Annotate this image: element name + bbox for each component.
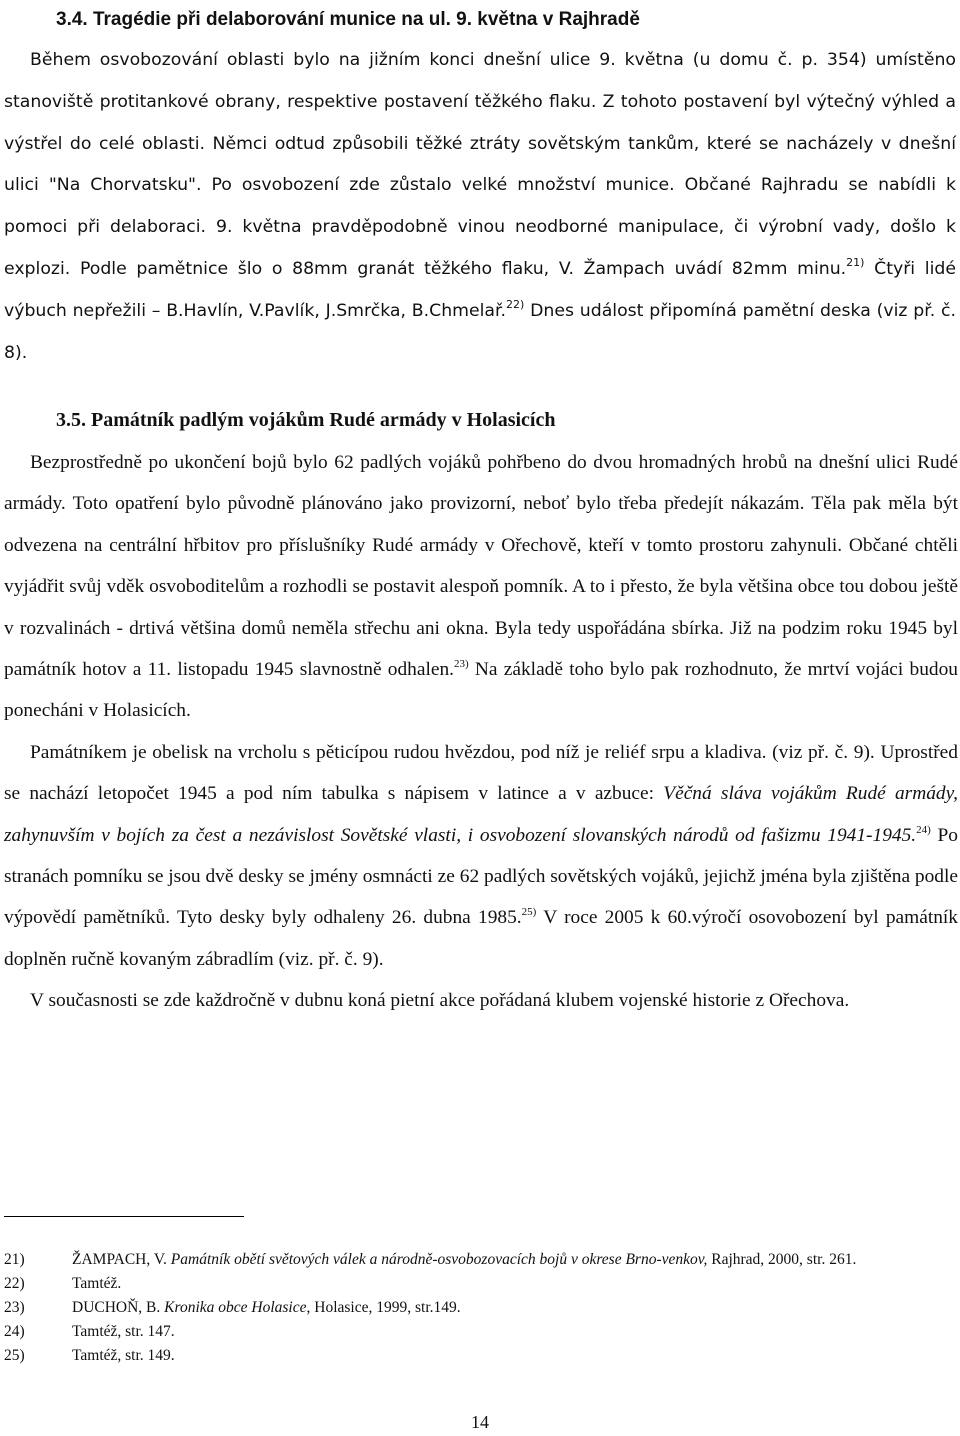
section-heading: 3.4. Tragédie při delaborování munice na ul. 9. května v Rajhradě	[56, 9, 640, 30]
section-heading	[56, 398, 958, 442]
section-heading-text: 3.5. Památník padlým vojákům Rudé armády v Holasicích	[56, 409, 556, 431]
footnote-ref: 22)	[506, 297, 525, 311]
footnote-separator	[4, 1216, 244, 1217]
paragraph-text: Na základě toho bylo pak rozhodnuto, že mrtví vojáci budou ponecháni v Holasicích.	[4, 659, 958, 722]
footnote-text	[72, 1248, 944, 1272]
footnote-title: Památník obětí světových válek a národně-osvobozovacích bojů v okrese Brno-venkov,	[170, 1251, 708, 1268]
footnote	[4, 1320, 944, 1344]
section-paragraph	[4, 40, 956, 374]
paragraph-text: Dnes událost připomíná pamětní deska (viz př. č. 8).	[4, 300, 957, 363]
footnote-number: 23)	[4, 1299, 25, 1316]
footnote-ref: 25)	[521, 906, 537, 919]
footnote-ref: 23)	[454, 658, 469, 671]
footnotes	[4, 1248, 944, 1368]
footnote	[4, 1272, 944, 1296]
section-3-4	[4, 0, 956, 374]
inscription-text: Věčná sláva vojákům Rudé armády, zahynuvším v bojích za čest a nezávislost Sovětské vlasti, i osvobození slovanských národů od fašizmu 1941-1945.	[4, 783, 958, 846]
paragraph-text: Památníkem je obelisk na vrcholu s pěticípou rudou hvězdou, pod níž je reliéf srpu a kladiva. (viz př. č. 9). Uprostřed se nachází letopočet 1945 a pod ním tabulka s nápisem v latince a v azbuce:	[4, 741, 958, 805]
footnote	[4, 1296, 944, 1320]
footnote-details: , Holasice, 1999, str.149.	[306, 1299, 461, 1316]
footnote-author: ŽAMPACH, V.	[72, 1251, 171, 1268]
section-paragraph	[4, 732, 958, 980]
section-3-5	[4, 398, 958, 1022]
page-number: 14	[471, 1412, 489, 1432]
paragraph-text: Čtyři lidé výbuch nepřežili – B.Havlín, V.Pavlík, J.Smrčka, B.Chmelař.	[4, 258, 956, 321]
footnote-title: Kronika obce Holasice	[164, 1299, 307, 1316]
section-paragraph	[4, 980, 958, 1021]
footnote-ref: 24)	[916, 823, 931, 836]
footnote-text	[72, 1296, 944, 1320]
paragraph-text: V současnosti se zde každročně v dubnu koná pietní akce pořádaná klubem vojenské historie z Ořechova.	[30, 990, 850, 1012]
section-paragraph	[4, 442, 958, 732]
footnote-number: 21)	[4, 1251, 25, 1268]
paragraph-text: V roce 2005 k 60.výročí osovobození byl památník doplněn ručně kovaným zábradlím (viz. př. č. 9).	[4, 907, 958, 970]
footnote-number: 24)	[4, 1323, 25, 1340]
footnote-details: Rajhrad, 2000, str. 261.	[707, 1251, 857, 1268]
paragraph-text: Bezprostředně po ukončení bojů bylo 62 padlých vojáků pohřbeno do dvou hromadných hrobů na dnešní ulici Rudé armády. Toto opatření bylo původně plánováno jako provizorní, neboť bylo třeba předejít nákazám. Těla pak měla být odvezena na centrální hřbitov pro příslušníky Rudé armády v Ořechově, kteří v tomto prostoru zahynuli. Občané chtěli vyjádřit svůj vděk osvoboditelům a rozhodli se postavit alespoň pomník. A to i přesto, že byla většina obce tou dobou ještě v rozvalinách - drtivá většina domů neměla střechu ani okna. Byla tedy uspořádána sbírka. Již na podzim roku 1945 byl památník hotov a 11. listopadu 1945 slavnostně odhalen.	[4, 452, 958, 681]
paragraph-text: Během osvobozování oblasti bylo na jižním konci dnešní ulice 9. května (u domu č. p. 354) umístěno stanoviště protitankové obrany, respektive postavení těžkého flaku. Z tohoto postavení byl výtečný výhled a výstřel do celé oblasti. Němci odtud způsobili těžké ztráty sovětským tankům, které se nacházely v dnešní ulici "Na Chorvatsku". Po osvobození zde zůstalo velké množství munice. Občané Rajhradu se nabídli k pomoci při delaboraci. 9. května pravděpodobně vinou neodborné manipulace, či výrobní vady, došlo k explozi. Podle pamětnice šlo o 88mm granát těžkého flaku, V. Žampach uvádí 82mm minu.	[4, 50, 956, 279]
footnote-text: Tamtéž, str. 149.	[72, 1347, 175, 1364]
footnote-number: 22)	[4, 1275, 25, 1292]
footnote	[4, 1344, 944, 1368]
footnote-text: Tamtéž.	[72, 1275, 122, 1292]
footnote-text: Tamtéž, str. 147.	[72, 1323, 175, 1340]
paragraph-text: Po stranách pomníku se jsou dvě desky se jmény osmnácti ze 62 padlých sovětských vojáků, jejichž jména byla zjištěna podle výpovědí pamětníků. Tyto desky byly odhaleny 26. dubna 1985.	[4, 824, 959, 929]
footnote	[4, 1248, 944, 1272]
footnote-author: DUCHOŇ, B.	[72, 1299, 165, 1316]
footnote-number: 25)	[4, 1347, 25, 1364]
footnote-ref: 21)	[846, 255, 865, 269]
